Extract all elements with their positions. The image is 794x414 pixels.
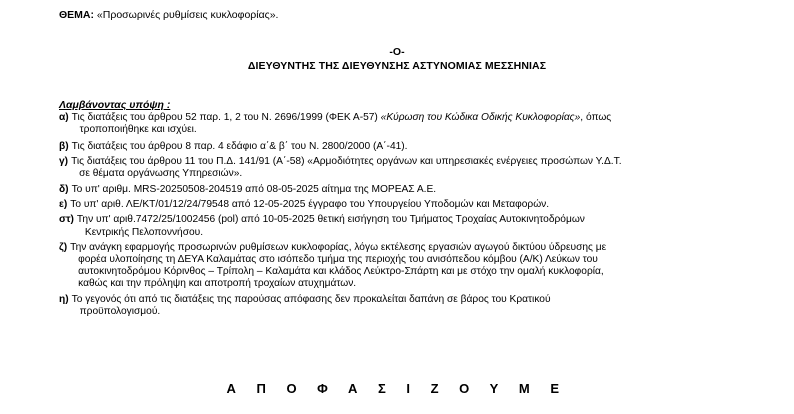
item-label: η) — [59, 293, 69, 305]
subject-line — [59, 8, 278, 22]
item-text: Την υπ' αριθ.7472/25/1002456 (pol) από 10-05-2025 θετική εισήγηση του Τμήματος Τροχαίας Αυτοκινητοδρόμων Κεντρικής Πελοποννήσου. — [76, 214, 585, 238]
header-mark: -Ο- — [389, 46, 405, 58]
list-item — [59, 294, 749, 318]
item-text: Την ανάγκη εφαρμογής προσωρινών ρυθμίσεων κυκλοφορίας, λόγω εκτέλεσης εργασιών αγωγού δικτύου ύδρευσης με φορέα υλοποίησης τη ΔΕΥΑ Καλαμάτας στο ισόπεδο τμήμα της περιοχής του ανισόπεδου κόμβου (Α/Κ) Λεύκων του αυτοκινητοδρόμου Κόρινθος – Τρίπολη – Καλαμάτα και κλάδος Λεύκτρο-Σπάρτη και με στόχο την ομαλή κυκλοφορία, καθώς και την πρόληψη και αποτροπή τροχαίων ατυχημάτων. — [70, 241, 607, 290]
list-item — [59, 184, 749, 196]
list-item — [59, 242, 749, 291]
item-text: Το υπ' αριθμ. MRS-20250508-204519 από 08-05-2025 αίτημα της ΜΟΡΕΑΣ Α.Ε. — [71, 184, 437, 196]
item-text: Τις διατάξεις του άρθρου 11 του Π.Δ. 141/91 (Α΄-58) «Αρμοδιότητες οργάνων και υπηρεσιακές ενέργειες προσώπων Υ.Δ.Τ. σε θέματα οργάνωσης Υπηρεσιών». — [71, 155, 622, 179]
subject-label: ΘΕΜΑ: — [59, 9, 94, 21]
item-label: δ) — [59, 184, 69, 196]
list-item — [59, 141, 749, 153]
item-label: ε) — [59, 199, 68, 211]
subject-text: «Προσωρινές ρυθμίσεις κυκλοφορίας». — [96, 9, 279, 21]
decision-heading: Α Π Ο Φ Α Σ Ι Ζ Ο Υ Μ Ε — [226, 381, 568, 396]
list-item — [59, 199, 749, 211]
item-label: ζ) — [59, 241, 68, 253]
item-text: Τις διατάξεις του άρθρου 52 παρ. 1, 2 του Ν. 2696/1999 (ΦΕΚ Α-57) «Κύρωση του Κώδικα Οδικής Κυκλοφορίας», όπως τροποποιήθηκε και ισχύει. — [71, 112, 612, 136]
list-item — [59, 214, 749, 238]
item-label: α) — [59, 112, 69, 123]
list-item — [59, 156, 749, 180]
item-label: β) — [59, 141, 69, 153]
item-text: Το υπ' αριθ. ΛΕ/ΚΤ/01/12/24/79548 από 12-05-2025 έγγραφο του Υπουργείου Υποδομών και Μεταφορών. — [70, 199, 550, 211]
list-item — [59, 112, 749, 136]
item-label: στ) — [59, 214, 74, 226]
item-text: Το γεγονός ότι από τις διατάξεις της παρούσας απόφασης δεν προκαλείται δαπάνη σε βάρος του Κρατικού προϋπολογισμού. — [71, 293, 551, 317]
considerations-list — [59, 112, 749, 318]
considering-heading: Λαμβάνοντας υπόψη : — [59, 99, 171, 111]
item-label: γ) — [59, 155, 69, 167]
item-italic-title: «Κύρωση του Κώδικα Οδικής Κυκλοφορίας» — [380, 112, 581, 123]
issuing-authority: ΔΙΕΥΘΥΝΤΗΣ ΤΗΣ ΔΙΕΥΘΥΝΣΗΣ ΑΣΤΥΝΟΜΙΑΣ ΜΕΣΣΗΝΙΑΣ — [247, 60, 547, 72]
item-text: Τις διατάξεις του άρθρου 8 παρ. 4 εδάφιο α΄& β΄ του Ν. 2800/2000 (Α΄-41). — [71, 141, 408, 153]
